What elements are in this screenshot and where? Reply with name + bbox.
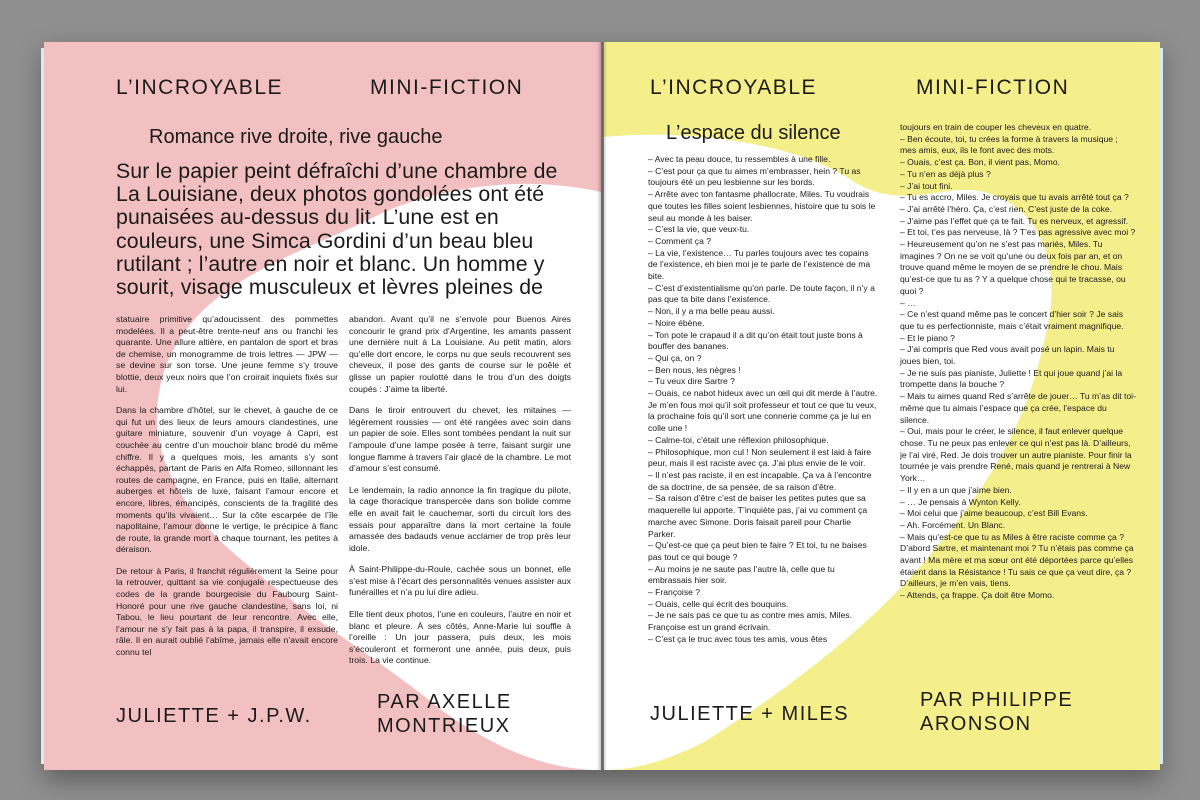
dialogue-line: – Il n’est pas raciste, il en est incapable. Ça va à l’encontre de sa doctrine, de sa pensée, de sa raison d’être. — [648, 469, 872, 492]
dialogue-line: – Ton pote le crapaud il a dit qu’on était tout juste bons à bouffer des bananes. — [648, 329, 863, 352]
dialogue-line: – Tu n’en as déjà plus ? — [900, 168, 991, 179]
story-title: Romance rive droite, rive gauche — [149, 126, 443, 148]
text-column-b — [349, 314, 571, 677]
dialogue-line: – Françoise ? — [648, 587, 701, 598]
dialogue-line: – Et toi, t’es pas nerveuse, là ? T’es pas agressive avec moi ? — [900, 227, 1136, 238]
dialogue-line: – Oui, mais pour le créer, le silence, il faut enlever quelque chose. Tu ne peux pas enlever ce qui n’est pas là. D’ailleurs, je l’ai viré, Red. Je dois trouver un autre pianiste. Pour finir la tournée je vais prendre René, mais quand je rentrerai à New York… — [900, 426, 1132, 484]
right-page — [604, 42, 1160, 770]
dialogue-line: – C’est ça le truc avec tous tes amis, vous êtes — [648, 633, 828, 644]
magazine-spread — [44, 42, 1160, 770]
dialogue-line: – C’est la vie, que veux-tu. — [648, 224, 750, 235]
dialogue-line: toujours en train de couper les cheveux en quatre. — [900, 122, 1092, 132]
dialogue-line: – Il y en a un que j’aime bien. — [900, 484, 1012, 495]
footer-characters: JULIETTE + J.P.W. — [116, 705, 312, 727]
dialogue-line: – Je ne sais pas ce que tu as contre mes amis, Miles. Françoise est un grand écrivain. — [648, 610, 852, 633]
dialogue-line: – Je ne suis pas pianiste, Juliette ! Et qui joue quand j’ai la trompette dans la bouche ? — [900, 367, 1123, 390]
spine-gutter — [597, 42, 607, 770]
footer-characters: JULIETTE + MILES — [650, 703, 850, 725]
dialogue-line: – Tu veux dire Sartre ? — [648, 376, 735, 387]
text-column-a — [116, 314, 338, 669]
dialogue-line: – J’ai arrêté l’héro. Ça, c’est rien. C’est juste de la coke. — [900, 203, 1113, 214]
byline-line-2: MONTRIEUX — [377, 715, 511, 737]
paragraph: abandon. Avant qu’il ne s’envole pour Buenos Aires concourir le grand prix d’Argentine, les amants passent une dernière nuit à La Louisiane. Au petit matin, alors qu’elle dort encore, le corps nu que seuls recouvrent ses cheveux, il pose des gants de course sur le poêle et glisse un papier roulotté dans le trou d’un des doigts coupés : J’aime ta liberté. — [349, 314, 571, 394]
dialogue-line: – Mais qu’est-ce que tu as Miles à être raciste comme ça ? D’abord Sartre, et maintenant moi ? Tu n’étais pas comme ça avant ! Ma mère et ma sœur ont été déportées parce qu’elles étaient dans la Résistance ! Tu sais ce que ça veut dire, ça ? D’ailleurs, je m’en vais, tiens. — [900, 531, 1134, 589]
dialogue-line: – J’ai tout fini. — [900, 180, 953, 191]
paragraph: De retour à Paris, il franchit régulièrement la Seine pour la retrouver, quittant sa vie conjugale respectueuse des codes de la grande bourgeoisie du Faubourg Saint-Honoré pour une rive gauche clandestine, sans loi, ni Tabou, le lieu pourtant de leur rencontre. Avec elle, l’amour ne s’y fait pas à la papa, il transpire, il exsude, râle. Il en aurait oublié l’abîme, jamais elle n’avait encore connu tel — [116, 565, 338, 658]
lede-paragraph: Sur le papier peint défraîchi d’une chambre de La Louisiane, deux photos gondolées ont été punaisées au-dessus du lit. L’une est en couleurs, une Simca Gordini d’un beau bleu rutilant ; l’autre en noir et blanc. Un homme y sourit, visage musculeux et lèvres pleines de — [116, 159, 558, 300]
paragraph: À Saint-Philippe-du-Roule, cachée sous un bonnet, elle s’est mise à l’écart des personnalités venues assister aux funérailles et n’a pu lui dire adieu. — [349, 564, 571, 598]
dialogue-line: – Ce n’est quand même pas le concert d’hier soir ? Je sais que tu es perfectionniste, mais c’était vraiment magnifique. — [900, 309, 1124, 331]
dialogue-line: – Non, il y a ma belle peau aussi. — [648, 306, 775, 317]
paragraph: Dans la chambre d’hôtel, sur le chevet, à gauche de ce qui fut un des lieux de leurs amours clandestines, une guitare miniature, souvenir d’un voyage à Capri, est couchée au centre d’un mouchoir blanc brodé du même chiffre. Il y a quelques mois, les amants s’y sont échappés, partant de Paris en Alfa Romeo, sillonnant les routes de campagne, en France, puis en Italie, alternant auberges et hôtels de luxe, faisant l’amour encore et encore, libres, émancipés, conscients de la fragilité des moments qu’ils vivaient… Sur la côte escarpée de l’île napolitaine, l’amour donne le vertige, le précipice à flanc de route, la grande mort à chaque tournant, les petites à déraison. — [116, 405, 338, 555]
dialogue-line: – Heureusement qu’on ne s’est pas mariés, Miles. Tu imagines ? On ne se voit qu’une ou deux fois par an, et on trouve quand même le moyen de se prendre le chou. Mais qu’est-ce que tu as ? Y a quelque chose qui te tracasse, ou quoi ? — [900, 239, 1126, 296]
dialogue-line: – Calme-toi, c’était une réflexion philosophique. — [648, 434, 829, 445]
dialogue-line: – Philosophique, mon cul ! Non seulement il est laid à faire peur, mais il est raciste avec ça. J’ai plus envie de le voir. — [648, 446, 872, 469]
dialogue-line: – Tu es accro, Miles. Je croyais que tu avais arrêté tout ça ? — [900, 192, 1129, 203]
dialogue-line: – Ben nous, les nègres ! — [648, 364, 741, 375]
dialogue-line: – Attends, ça frappe. Ça doit être Momo. — [900, 590, 1055, 601]
dialogue-line: – … Je pensais à Wynton Kelly. — [900, 496, 1021, 507]
header-right: MINI-FICTION — [916, 76, 1070, 99]
author-byline — [377, 690, 512, 738]
paragraph: statuaire primitive qu’adoucissent des pommettes modelées. Il a peut-être trente-neuf ans ou franchi les quarante. Une allure altière, en pantalon de sport et bras de chemise, un monogramme de trois lettres — JPW — se devine sur son torse. Une jeune femme s’y trouve blottie, deux yeux noirs que l’on croirait inquiets fixés sur lui. — [116, 314, 338, 394]
dialogue-line: – Et le piano ? — [900, 332, 955, 343]
byline-line-1: PAR PHILIPPE — [920, 689, 1074, 711]
header-right: MINI-FICTION — [370, 76, 524, 99]
dialogue-line: – La vie, l’existence… Tu parles toujours avec tes copains de l’existence, eh bien moi je te parle de l’existence de ma bite. — [648, 247, 871, 282]
paragraph: Le lendemain, la radio annonce la fin tragique du pilote, la cage thoracique transpercée dans son bolide comme elle en avait fait le cauchemar, sorti du circuit lors des essais pour apparaître dans la mort certaine la foule amassée des badauds venue acclamer de trop près leur idole. — [349, 484, 571, 553]
dialogue-line: – Moi celui que j’aime beaucoup, c’est Bill Evans. — [900, 508, 1088, 519]
dialogue-line: – Avec ta peau douce, tu ressembles à une fille. — [648, 154, 831, 164]
dialogue-line: – Mais tu aimes quand Red s’arrête de jouer… Tu m’as dit toi-même que tu aimais l’espace que ça crée, l’espace du silence. — [900, 391, 1136, 425]
dialogue-line: – J’ai compris que Red vous avait posé un lapin. Mais tu joues bien, toi. — [900, 344, 1115, 367]
header-left: L’INCROYABLE — [116, 76, 283, 99]
dialogue-line: – Arrête avec ton fantasme phallocrate, Miles. Tu voudrais que toutes les filles soient lesbiennes, histoire que tu sois le seul au monde à les baiser. — [648, 189, 876, 223]
byline-line-2: ARONSON — [920, 713, 1032, 735]
dialogue-line: – Ouais, celle qui écrit des bouquins. — [648, 598, 789, 609]
dialogue-line: – Qui ça, on ? — [648, 352, 702, 363]
dialogue-line: – Ouais, ce nabot hideux avec un œil qui dit merde à l’autre. Je m’en fous moi qu’il soit professeur et tout ce que tu veux, la prochaine fois qu’il sort une connerie comme ça je lui en colle une ! — [648, 388, 878, 434]
dialogue-line: – Ouais, c’est ça. Bon, il vient pas, Momo. — [900, 157, 1061, 168]
dialogue-column-b — [900, 122, 1136, 602]
dialogue-line: – Comment ça ? — [648, 235, 712, 246]
dialogue-line: – Au moins je ne saute pas l’autre là, celle que tu embrassais hier soir. — [648, 563, 835, 586]
author-byline — [920, 688, 1073, 736]
dialogue-column-a — [648, 154, 880, 646]
dialogue-line: – J’aime pas l’effet que ça te fait. Tu es nerveux, et agressif. — [900, 215, 1129, 226]
byline-line-1: PAR AXELLE — [377, 691, 512, 713]
dialogue-line: – Sa raison d’être c’est de baiser les petites putes que sa maquerelle lui apporte. T’inquiète pas, j’ai vu comment ça marche avec Simone. Doris faisait pareil pour Charlie Parker. — [648, 493, 868, 539]
header-left: L’INCROYABLE — [650, 76, 817, 99]
dialogue-line: – Ah. Forcément. Un Blanc. — [900, 519, 1006, 530]
dialogue-line: – C’est d’existentialisme qu’on parle. De toute façon, il n’y a pas que ta bite dans l’existence. — [648, 282, 875, 305]
dialogue-line: – Noire ébène. — [648, 317, 705, 328]
dialogue-line: – C’est pour ça que tu aimes m’embrasser, hein ? Tu as toujours été un peu lesbienne sur les bords. — [648, 165, 861, 188]
paragraph: Elle tient deux photos, l’une en couleurs, l’autre en noir et blanc et pleure. À ses côtés, Anne-Marie lui souffle à l’oreille : Un jour passera, puis deux, les mois s’écouleront et formeront une année, puis deux, puis trois. La vie continue. — [349, 609, 571, 666]
left-page — [44, 42, 601, 770]
dialogue-line: – … — [900, 297, 916, 308]
story-title: L’espace du silence — [666, 122, 841, 144]
paragraph: Dans le tiroir entrouvert du chevet, les mitaines — légèrement roussies — ont été rangées avec soin dans un papier de soie. Elles sont tombées pendant la nuit sur l’ampoule d’une lampe posée à terre, faisant surgir une longue flamme à travers l’air glacé de la chambre. Le mot d’amour s’est consumé. — [349, 405, 571, 474]
page-edge-right — [1160, 48, 1163, 764]
dialogue-line: – Qu’est-ce que ça peut bien te faire ? Et toi, tu ne baises pas tout ce qui bouge ? — [648, 540, 867, 562]
dialogue-line: – Ben écoute, toi, tu crées la forme à travers la musique ; mes amis, eux, ils le font avec des mots. — [900, 133, 1118, 156]
